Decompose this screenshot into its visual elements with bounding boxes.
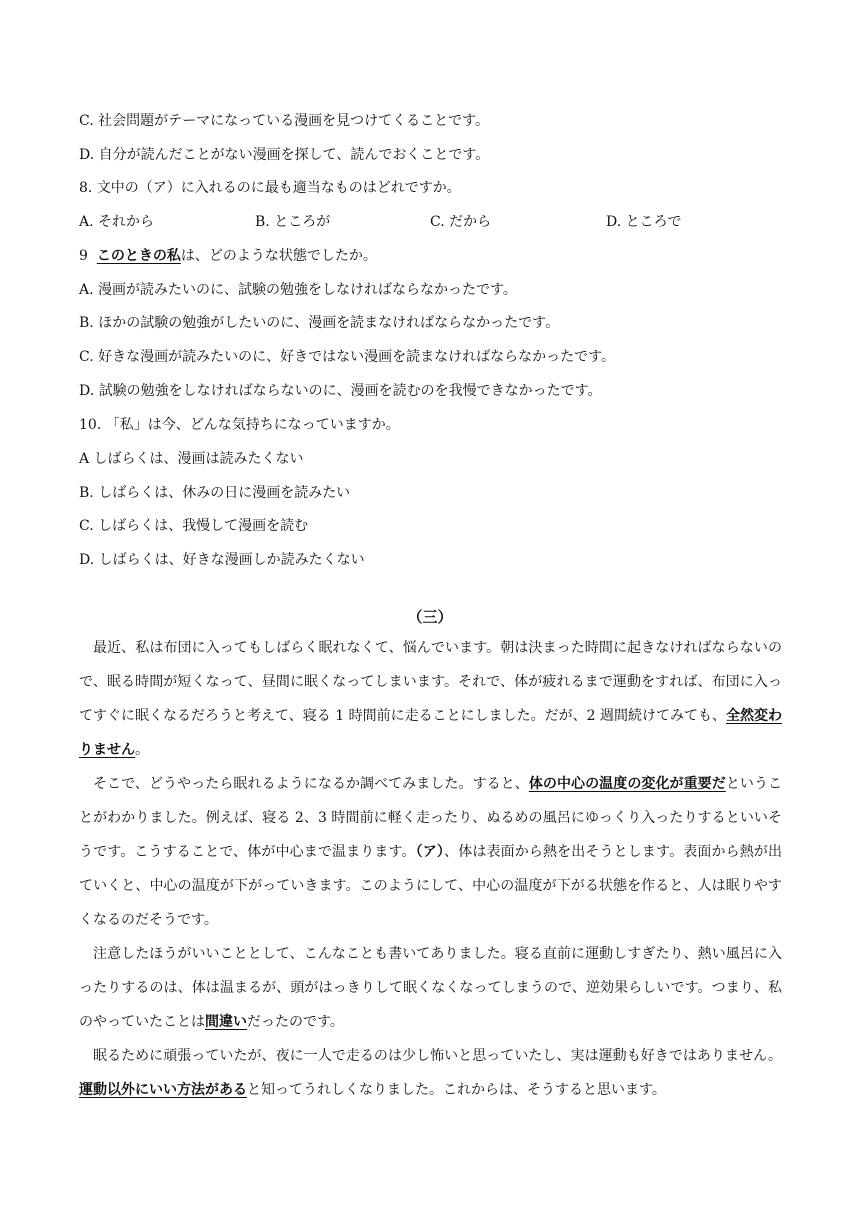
q8-stem: 8. 文中の（ア）に入れるのに最も適当なものはどれですか。 <box>79 180 461 196</box>
paragraph-3 <box>79 937 782 1039</box>
p2-underlined-phrase: 体の中心の温度の変化が重要だ <box>528 776 726 792</box>
q8-option-a: A. それから <box>79 214 155 230</box>
q9-option-c: C. 好きな漫画が読みたいのに、好きではない漫画を読まなければならなかったです。 <box>79 349 615 365</box>
q9-number: 9 <box>79 248 88 264</box>
paragraph-2 <box>79 767 782 937</box>
q8-option-c: C. だから <box>430 214 492 230</box>
p3-underlined-phrase: 間違い <box>205 1014 247 1030</box>
p2-text-b: ということがわかりました。例えば、寝る 2、3 時間前に軽く走ったり、ぬるめの風呂にゆっくり入ったりするといいそうです。こうすることで、体が中心まで温まります。 <box>79 776 783 860</box>
paragraph-1 <box>79 631 782 767</box>
q7-option-d: D. 自分が読んだことがない漫画を探して、読んでおくことです。 <box>79 147 490 163</box>
q9-option-b: B. ほかの試験の勉強がしたいのに、漫画を読まなければならなかったです。 <box>79 315 560 331</box>
p2-text-c: 、体は表面から熱を出そうとします。表面から熱が出ていくと、中心の温度が下がっていきます。このようにして、中心の温度が下がる状態を作ると、人は眠りやすくなるのだそうです。 <box>79 844 783 928</box>
p3-text-a: 注意したほうがいいこととして、こんなことも書いてありました。寝る直前に運動しすぎたり、熱い風呂に入ったりするのは、体は温まるが、頭がはっきりして眠くなくなってしまうので、逆効果らしいです。つまり、私のやっていたことは <box>79 946 782 1030</box>
q10-option-c: C. しばらくは、我慢して漫画を読む <box>79 518 309 534</box>
p1-text-b: 。 <box>135 742 149 758</box>
q9-stem-rest: は、どのような状態でしたか。 <box>180 248 377 264</box>
q10-option-b: B. しばらくは、休みの日に漫画を読みたい <box>79 485 351 501</box>
p1-text-a: 最近、私は布団に入ってもしばらく眠れなくて、悩んでいます。朝は決まった時間に起きなければならないので、眠る時間が短くなって、昼間に眠くなってしまいます。それで、体が疲れるまで運動をすれば、布団に入ってすぐに眠くなるだろうと考えて、寝る 1 時間前に走ることにしました。だが、2 週間続けてみても、 <box>79 640 782 724</box>
paragraph-4 <box>79 1039 782 1107</box>
q9-option-a: A. 漫画が読みたいのに、試験の勉強をしなければならなかったです。 <box>79 282 517 298</box>
q10-stem: 10. 「私」は今、どんな気持ちになっていますか。 <box>79 417 400 433</box>
q9-stem <box>79 246 377 266</box>
p2-text-a: そこで、どうやったら眠れるようになるか調べてみました。すると、 <box>93 776 529 792</box>
p4-text-b: と知ってうれしくなりました。これからは、そうすると思います。 <box>247 1082 666 1098</box>
p1-underlined-phrase: 全然変わりません <box>79 708 783 758</box>
p3-text-b: だったのです。 <box>247 1014 344 1030</box>
p2-blank-marker: （ア） <box>415 844 445 860</box>
q9-option-d: D. 試験の勉強をしなければならないのに、漫画を読むのを我慢できなかったです。 <box>79 383 602 399</box>
q10-option-a: A しばらくは、漫画は読みたくない <box>79 451 304 467</box>
q8-option-d: D. ところで <box>606 214 682 230</box>
q7-option-c: C. 社会問題がテーマになっている漫画を見つけてくることです。 <box>79 113 489 129</box>
q10-option-d: D. しばらくは、好きな漫画しか読みたくない <box>79 552 365 568</box>
q9-underlined-phrase: このときの私 <box>96 248 181 264</box>
p4-underlined-phrase: 運動以外にいい方法がある <box>79 1082 247 1098</box>
p4-text-a: 眠るために頑張っていたが、夜に一人で走るのは少し怖いと思っていたし、実は運動も好きではありません。 <box>93 1048 782 1064</box>
section-title: （三） <box>407 608 453 626</box>
q8-option-b: B. ところが <box>255 214 331 230</box>
